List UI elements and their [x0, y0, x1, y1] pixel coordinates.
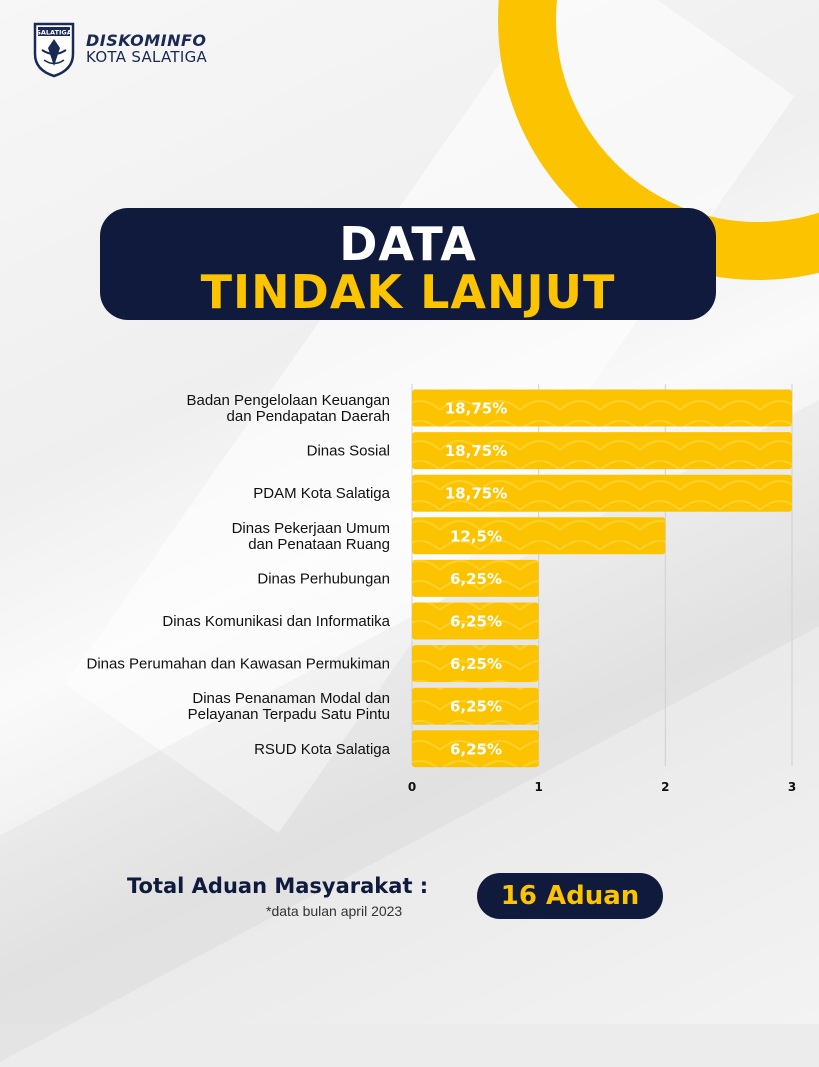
x-tick-label: 3	[787, 780, 797, 794]
bar-data-label: 6,25%	[449, 655, 503, 674]
x-tick-label: 2	[661, 780, 670, 794]
bar-data-label: 6,25%	[449, 740, 503, 759]
total-value-badge: 16 Aduan	[477, 873, 663, 919]
category-label: Dinas Perhubungan	[257, 570, 390, 588]
brand-city: KOTA SALATIGA	[86, 47, 208, 66]
x-tick-label: 1	[534, 780, 543, 794]
bar-data-label: 6,25%	[449, 569, 503, 588]
bar-data-label: 18,75%	[444, 442, 508, 461]
city-seal-icon	[32, 20, 76, 78]
category-label: Dinas Pekerjaan Umum dan Penataan Ruang	[231, 519, 390, 553]
bar-data-label: 12,5%	[449, 527, 503, 546]
category-label: Dinas Penanaman Modal dan Pelayanan Terpadu Satu Pintu	[187, 690, 390, 724]
brand-logo	[32, 20, 207, 78]
brand-name: DISKOMINFO	[86, 30, 207, 50]
category-label: Dinas Sosial	[306, 442, 390, 460]
category-label: Dinas Komunikasi dan Informatika	[162, 613, 390, 630]
category-label: RSUD Kota Salatiga	[254, 740, 390, 758]
title-line-1: DATA	[339, 217, 477, 271]
bar-data-label: 18,75%	[444, 399, 508, 418]
total-label: Total Aduan Masyarakat :	[127, 874, 429, 898]
title-line-2: TINDAK LANJUT	[200, 265, 616, 319]
bar-data-label: 18,75%	[444, 484, 508, 503]
seal-text: SALATIGA	[36, 28, 72, 37]
bar-data-label: 6,25%	[449, 612, 503, 631]
bar-chart	[0, 370, 819, 800]
category-label: Dinas Perumahan dan Kawasan Permukiman	[86, 655, 390, 673]
bar-data-label: 6,25%	[449, 697, 503, 716]
title-banner	[100, 208, 716, 320]
data-note: *data bulan april 2023	[266, 903, 403, 919]
x-tick-label: 0	[407, 780, 417, 794]
category-label: Badan Pengelolaan Keuangan dan Pendapatan Daerah	[186, 392, 390, 425]
category-label: PDAM Kota Salatiga	[253, 485, 390, 503]
